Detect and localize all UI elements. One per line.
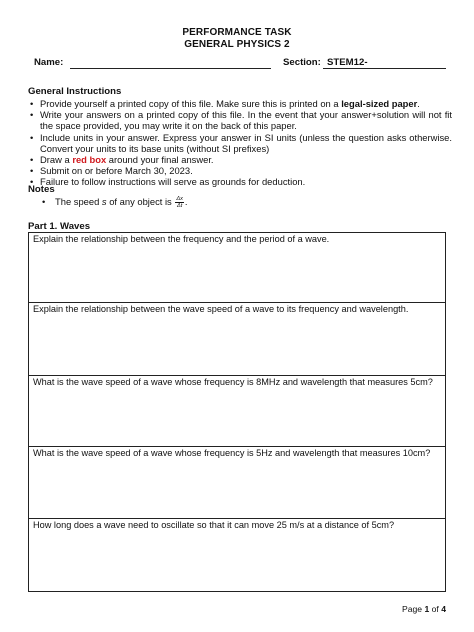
question-row[interactable]: What is the wave speed of a wave whose frequency is 5Hz and wavelength that measures 10cm? [29,447,445,519]
general-instructions-heading: General Instructions [28,86,122,97]
bullet-icon: • [42,196,46,207]
section-value: STEM12- [327,57,368,68]
part1-heading: Part 1. Waves [28,221,91,232]
question-row[interactable]: How long does a wave need to oscillate so that it can move 25 m/s at a distance of 5cm? [33,520,395,530]
page-number: Page 1 of 4 [402,604,446,614]
section-label: Section: [283,57,321,68]
name-label: Name: [34,57,64,68]
instruction-item: • Draw a red box around your final answer. [28,154,452,165]
notes-heading: Notes [28,184,55,195]
document-subtitle: GENERAL PHYSICS 2 [184,39,290,50]
header-fields [0,57,474,73]
questions-table [28,232,446,592]
question-row[interactable]: Explain the relationship between the wave speed of a wave to its frequency and wavelength. [29,303,445,376]
question-row[interactable]: Explain the relationship between the frequency and the period of a wave. [29,233,445,303]
instructions-list [28,98,452,188]
speed-fraction: $\frac{\Delta x}{\Delta t}$ [176,196,183,210]
instruction-item: • Write your answers on a printed copy of this file. In the event that your answer+solution will not fit the space provided, you may write it on the back of this paper. [28,109,452,131]
instruction-item: • Failure to follow instructions will serve as grounds for deduction. [28,176,452,187]
document-title: PERFORMANCE TASK [182,27,292,38]
instruction-item: • Submit on or before March 30, 2023. [28,165,452,176]
name-field[interactable] [70,57,271,69]
question-row[interactable]: What is the wave speed of a wave whose frequency is 8MHz and wavelength that measures 5cm? [29,376,445,447]
instruction-item: • Provide yourself a printed copy of this file. Make sure this is printed on a legal-sized paper. [28,98,452,109]
instruction-item: • Include units in your answer. Express your answer in SI units (unless the question asks otherwise. Convert your units to its base units (without SI prefixes) [28,132,452,154]
